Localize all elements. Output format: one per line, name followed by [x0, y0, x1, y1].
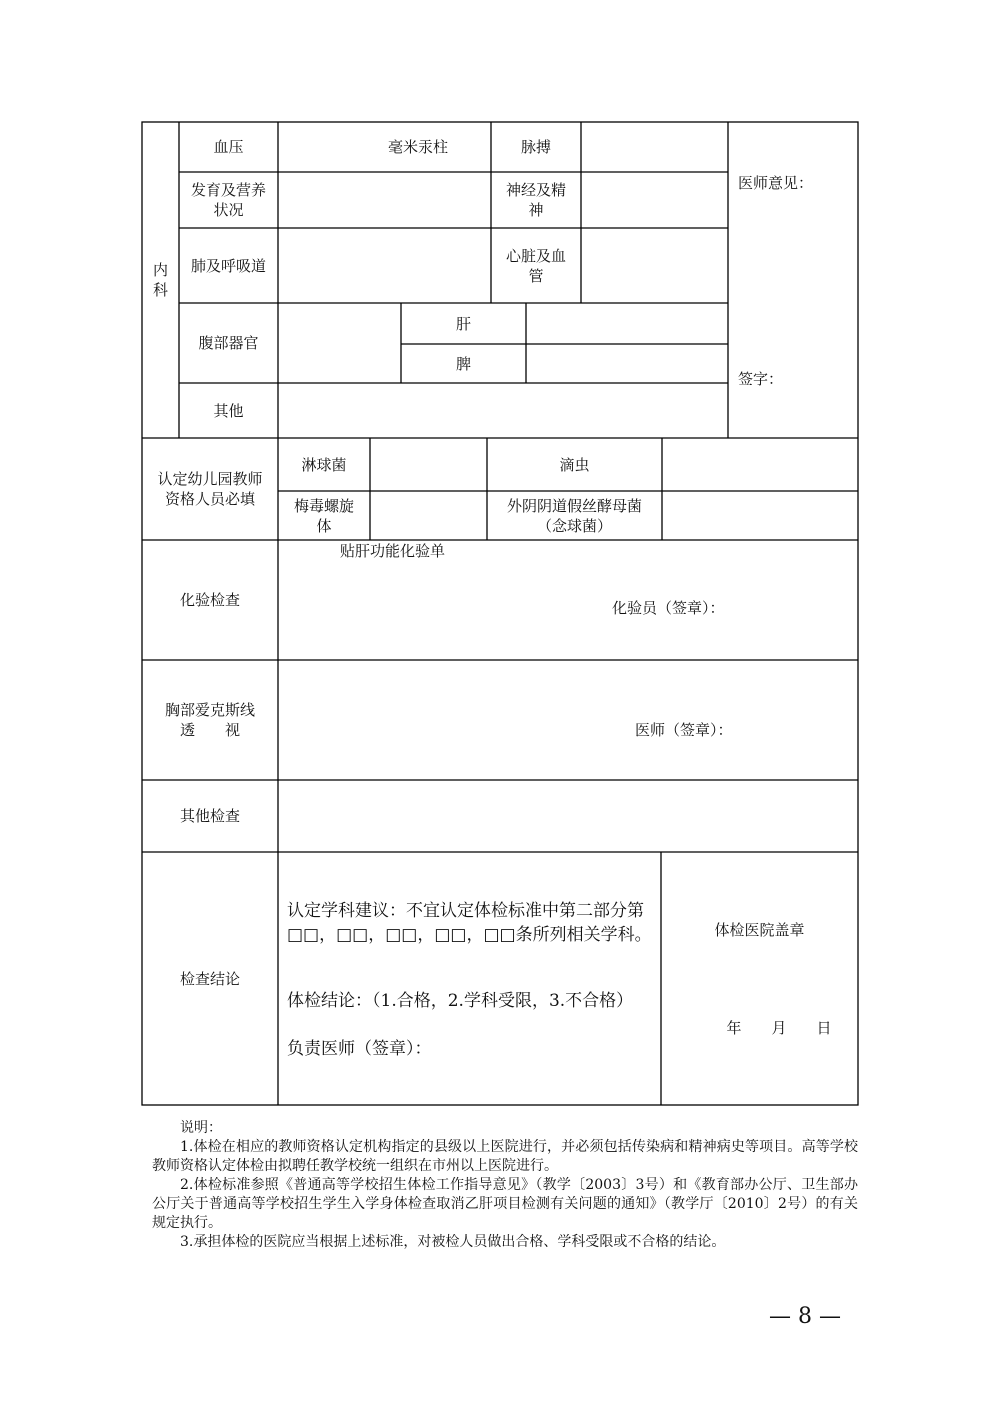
liver-label: 肝: [455, 314, 471, 333]
internal-medicine-label: 内 科: [152, 261, 168, 299]
lab-note: 贴肝功能化验单: [340, 542, 446, 560]
notes-item-2: 2.体检标准参照《普通高等学校招生体检工作指导意见》（教学〔2003〕3号）和《教育部办公厅、卫生部办公厅关于普通高等学校招生学生入学身体检查取消乙肝项目检测有关问题的通知》（教学厅〔2010〕2号）的有关规定执行。: [152, 1177, 858, 1231]
xray-sign-label: 医师（签章）：: [635, 721, 733, 739]
hospital-seal-label: 体检医院盖章: [714, 921, 805, 939]
heart-label: 心脏及血 管: [505, 246, 566, 285]
gonococcus-label: 淋球菌: [301, 455, 347, 474]
date-label: 年 月 日: [726, 1019, 832, 1037]
notes-item-1: 1.体检在相应的教师资格认定机构指定的县级以上医院进行，并必须包括传染病和精神病史等项目。高等学校教师资格认定体检由拟聘任教学校统一组织在市州以上医院进行。: [152, 1139, 858, 1174]
blood-pressure-label: 血压: [213, 138, 244, 156]
pulse-label: 脉搏: [520, 138, 551, 156]
kindergarten-label: 认定幼儿园教师 资格人员必填: [157, 470, 263, 508]
notes-title: 说明：: [180, 1120, 222, 1136]
trichomonas-label: 滴虫: [559, 455, 590, 474]
subject-suggestion: 认定学科建议：不宜认定体检标准中第二部分第□□，□□，□□，□□，□□条所列相关学科。: [287, 901, 652, 945]
abdomen-label: 腹部器官: [198, 334, 259, 352]
spleen-label: 脾: [455, 354, 471, 373]
development-label: 发育及营养 状况: [190, 181, 266, 219]
xray-label: 胸部爱克斯线 透 视: [164, 701, 255, 739]
candida-label: 外阴阴道假丝酵母菌 （念球菌）: [506, 496, 642, 535]
lab-label: 化验检查: [179, 591, 240, 609]
syphilis-label: 梅毒螺旋 体: [293, 496, 354, 535]
conclusion-label: 检查结论: [179, 969, 240, 988]
doctor-opinion-label: 医师意见：: [738, 174, 814, 192]
responsible-doctor: 负责医师（签章）：: [287, 1039, 432, 1059]
exam-result: 体检结论：（1.合格，2.学科受限，3.不合格）: [287, 991, 634, 1011]
other-label: 其他: [213, 401, 244, 420]
lung-label: 肺及呼吸道: [190, 256, 266, 275]
lab-sign-label: 化验员（签章）：: [612, 599, 725, 617]
notes: [152, 1119, 858, 1252]
other-exam-label: 其他检查: [179, 807, 240, 825]
signature-label: 签字：: [738, 370, 784, 388]
notes-item-3: 3.承担体检的医院应当根据上述标准，对被检人员做出合格、学科受限或不合格的结论。: [180, 1234, 726, 1250]
nerve-label: 神经及精 神: [505, 181, 566, 219]
bp-unit-label: 毫米汞柱: [387, 138, 448, 156]
page-number: — 8 —: [769, 1304, 841, 1329]
